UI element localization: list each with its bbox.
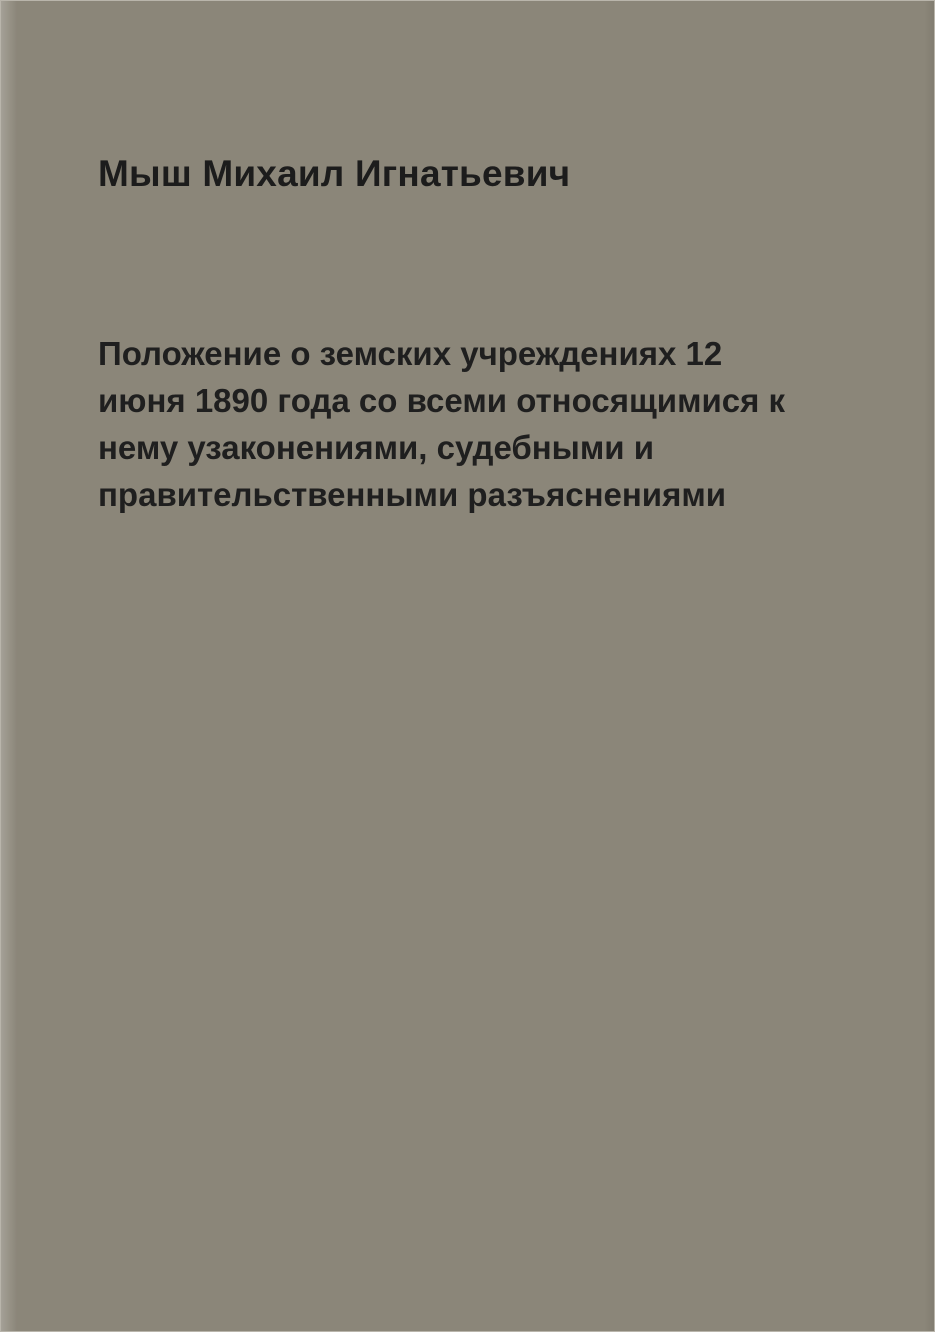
page-edge-shadow xyxy=(924,1,934,1331)
author-name: Мыш Михаил Игнатьевич xyxy=(98,153,571,194)
book-title: Положение о земских учреждениях 12 июня 1890 года со всеми относящимися к нему узаконениями, судебными и правительственными разъяснениями xyxy=(98,335,786,513)
spine-highlight xyxy=(1,1,17,1331)
